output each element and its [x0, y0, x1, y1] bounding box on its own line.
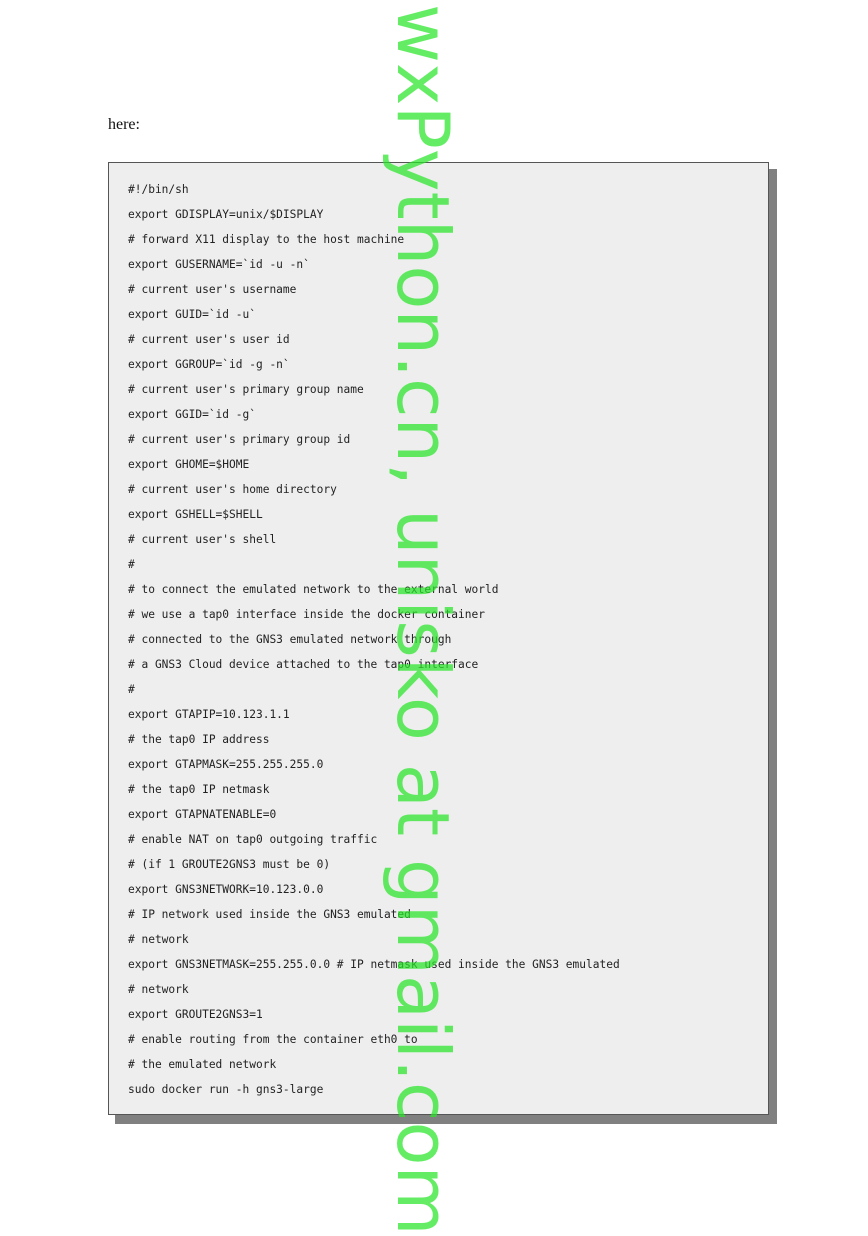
- code-line: #: [128, 683, 135, 696]
- watermark: wxPython.cn, unisko at gmail.com: [381, 4, 465, 1236]
- code-line: # current user's username: [128, 283, 297, 296]
- code-line: # current user's home directory: [128, 483, 337, 496]
- code-line: export GNS3NETMASK=255.255.0.0 # IP netmask used inside the GNS3 emulated: [128, 958, 620, 971]
- code-line: # network: [128, 983, 189, 996]
- code-line: export GTAPNATENABLE=0: [128, 808, 277, 821]
- code-line: # connected to the GNS3 emulated network through: [128, 633, 452, 646]
- intro-text: here:: [108, 116, 140, 133]
- code-line: # current user's primary group id: [128, 433, 351, 446]
- code-line: export GGROUP=`id -g -n`: [128, 358, 290, 371]
- code-line: # the emulated network: [128, 1058, 277, 1071]
- code-line: # current user's shell: [128, 533, 277, 546]
- code-line: # the tap0 IP netmask: [128, 783, 270, 796]
- code-line: # we use a tap0 interface inside the docker container: [128, 608, 485, 621]
- code-line: #!/bin/sh: [128, 183, 189, 196]
- code-block: [108, 162, 769, 1115]
- code-line: # enable routing from the container eth0 to: [128, 1033, 418, 1046]
- code-line: export GNS3NETWORK=10.123.0.0: [128, 883, 324, 896]
- code-line: # the tap0 IP address: [128, 733, 270, 746]
- code-line: # forward X11 display to the host machine: [128, 233, 405, 246]
- code-line: export GGID=`id -g`: [128, 408, 256, 421]
- code-line: # enable NAT on tap0 outgoing traffic: [128, 833, 378, 846]
- code-line: export GUID=`id -u`: [128, 308, 256, 321]
- code-line: export GHOME=$HOME: [128, 458, 250, 471]
- code-lines: [128, 177, 620, 1102]
- code-line: # to connect the emulated network to the external world: [128, 583, 499, 596]
- code-line: sudo docker run -h gns3-large: [128, 1083, 324, 1096]
- code-line: export GTAPMASK=255.255.255.0: [128, 758, 324, 771]
- code-line: export GDISPLAY=unix/$DISPLAY: [128, 208, 324, 221]
- code-line: # (if 1 GROUTE2GNS3 must be 0): [128, 858, 331, 871]
- code-line: # network: [128, 933, 189, 946]
- code-line: # IP network used inside the GNS3 emulated: [128, 908, 411, 921]
- code-line: # a GNS3 Cloud device attached to the tap0 interface: [128, 658, 479, 671]
- code-line: # current user's primary group name: [128, 383, 364, 396]
- code-line: # current user's user id: [128, 333, 290, 346]
- code-line: export GSHELL=$SHELL: [128, 508, 263, 521]
- code-line: #: [128, 558, 135, 571]
- code-line: export GROUTE2GNS3=1: [128, 1008, 263, 1021]
- code-line: export GTAPIP=10.123.1.1: [128, 708, 290, 721]
- code-line: export GUSERNAME=`id -u -n`: [128, 258, 310, 271]
